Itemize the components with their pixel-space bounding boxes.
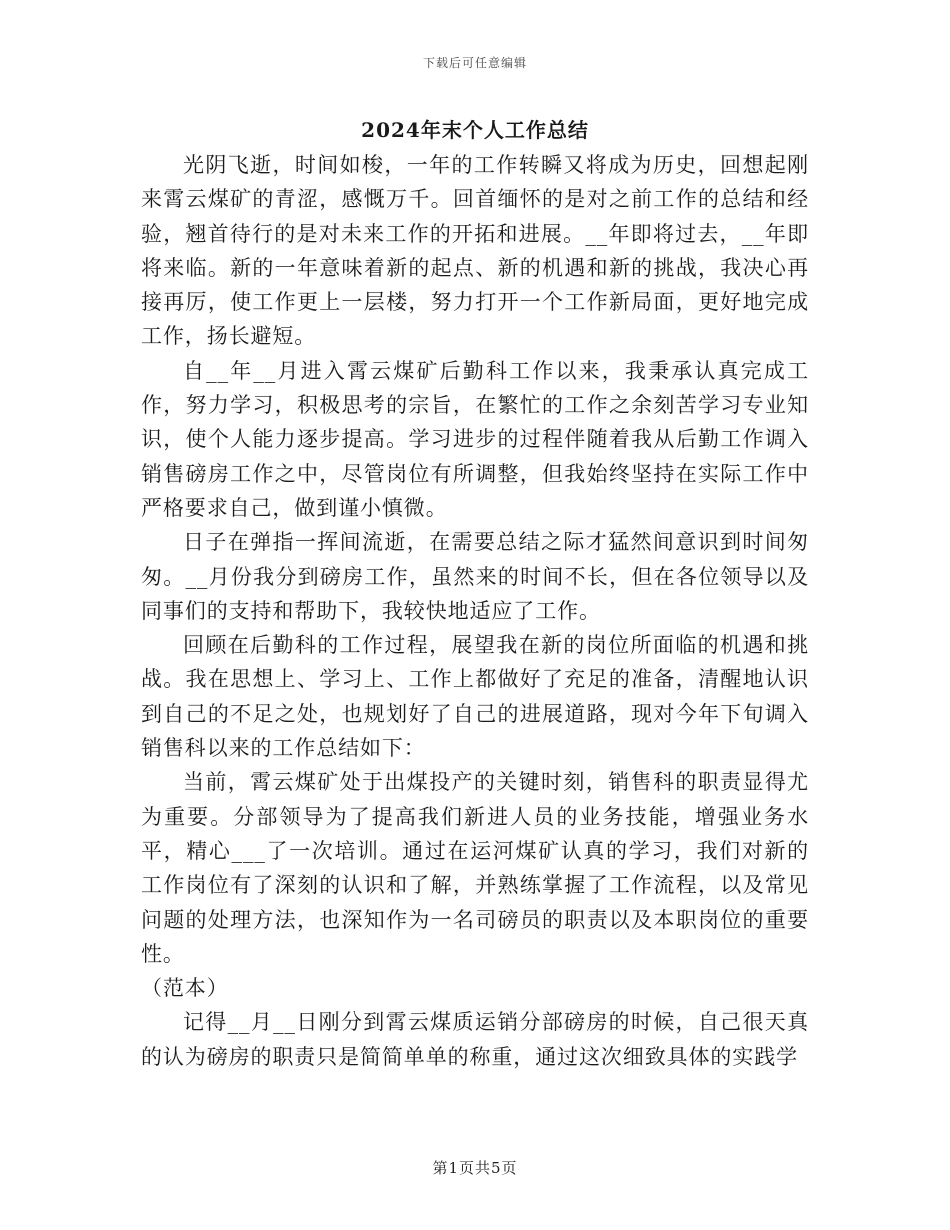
paragraph-5: 当前，霄云煤矿处于出煤投产的关键时刻，销售科的职责显得尤为重要。分部领导为了提高我们新进人员的业务技能，增强业务水平，精心___了一次培训。通过在运河煤矿认真的学习，我们对新的工作岗位有了深刻的认识和了解，并熟练掌握了工作流程，以及常见问题的处理方法，也深知作为一名司磅员的职责以及本职岗位的重要性。 (141, 770, 809, 966)
document-body (141, 148, 809, 1074)
paragraph-2: 自__年__月进入霄云煤矿后勤科工作以来，我秉承认真完成工作，努力学习，积极思考的宗旨，在繁忙的工作之余刻苦学习专业知识，使个人能力逐步提高。学习进步的过程伴随着我从后勤工作调入销售磅房工作之中，尽管岗位有所调整，但我始终坚持在实际工作中严格要求自己，做到谨小慎微。 (141, 358, 809, 520)
paragraph-3: 日子在弹指一挥间流逝，在需要总结之际才猛然间意识到时间匆匆。__月份我分到磅房工作，虽然来的时间不长，但在各位领导以及同事们的支持和帮助下，我较快地适应了工作。 (141, 530, 809, 623)
paragraph-6: 记得__月__日刚分到霄云煤质运销分部磅房的时候，自己很天真的认为磅房的职责只是简简单单的称重，通过这次细致具体的实践学 (141, 1010, 809, 1069)
header-note: 下载后可任意编辑 (422, 56, 527, 70)
sample-marker: （范本） (141, 976, 229, 1001)
page-number: 第1页共5页 (432, 1159, 518, 1177)
document-title: 2024年末个人工作总结 (361, 118, 589, 142)
paragraph-1: 光阴飞逝，时间如梭，一年的工作转瞬又将成为历史，回想起刚来霄云煤矿的青涩，感慨万千。回首缅怀的是对之前工作的总结和经验，翘首待行的是对未来工作的开拓和进展。__年即将过去，__年即将来临。新的一年意味着新的起点、新的机遇和新的挑战，我决心再接再厉，使工作更上一层楼，努力打开一个工作新局面，更好地完成工作，扬长避短。 (141, 153, 809, 349)
paragraph-4: 回顾在后勤科的工作过程，展望我在新的岗位所面临的机遇和挑战。我在思想上、学习上、工作上都做好了充足的准备，清醒地认识到自己的不足之处，也规划好了自己的进展道路，现对今年下旬调入销售科以来的工作总结如下： (141, 633, 809, 761)
